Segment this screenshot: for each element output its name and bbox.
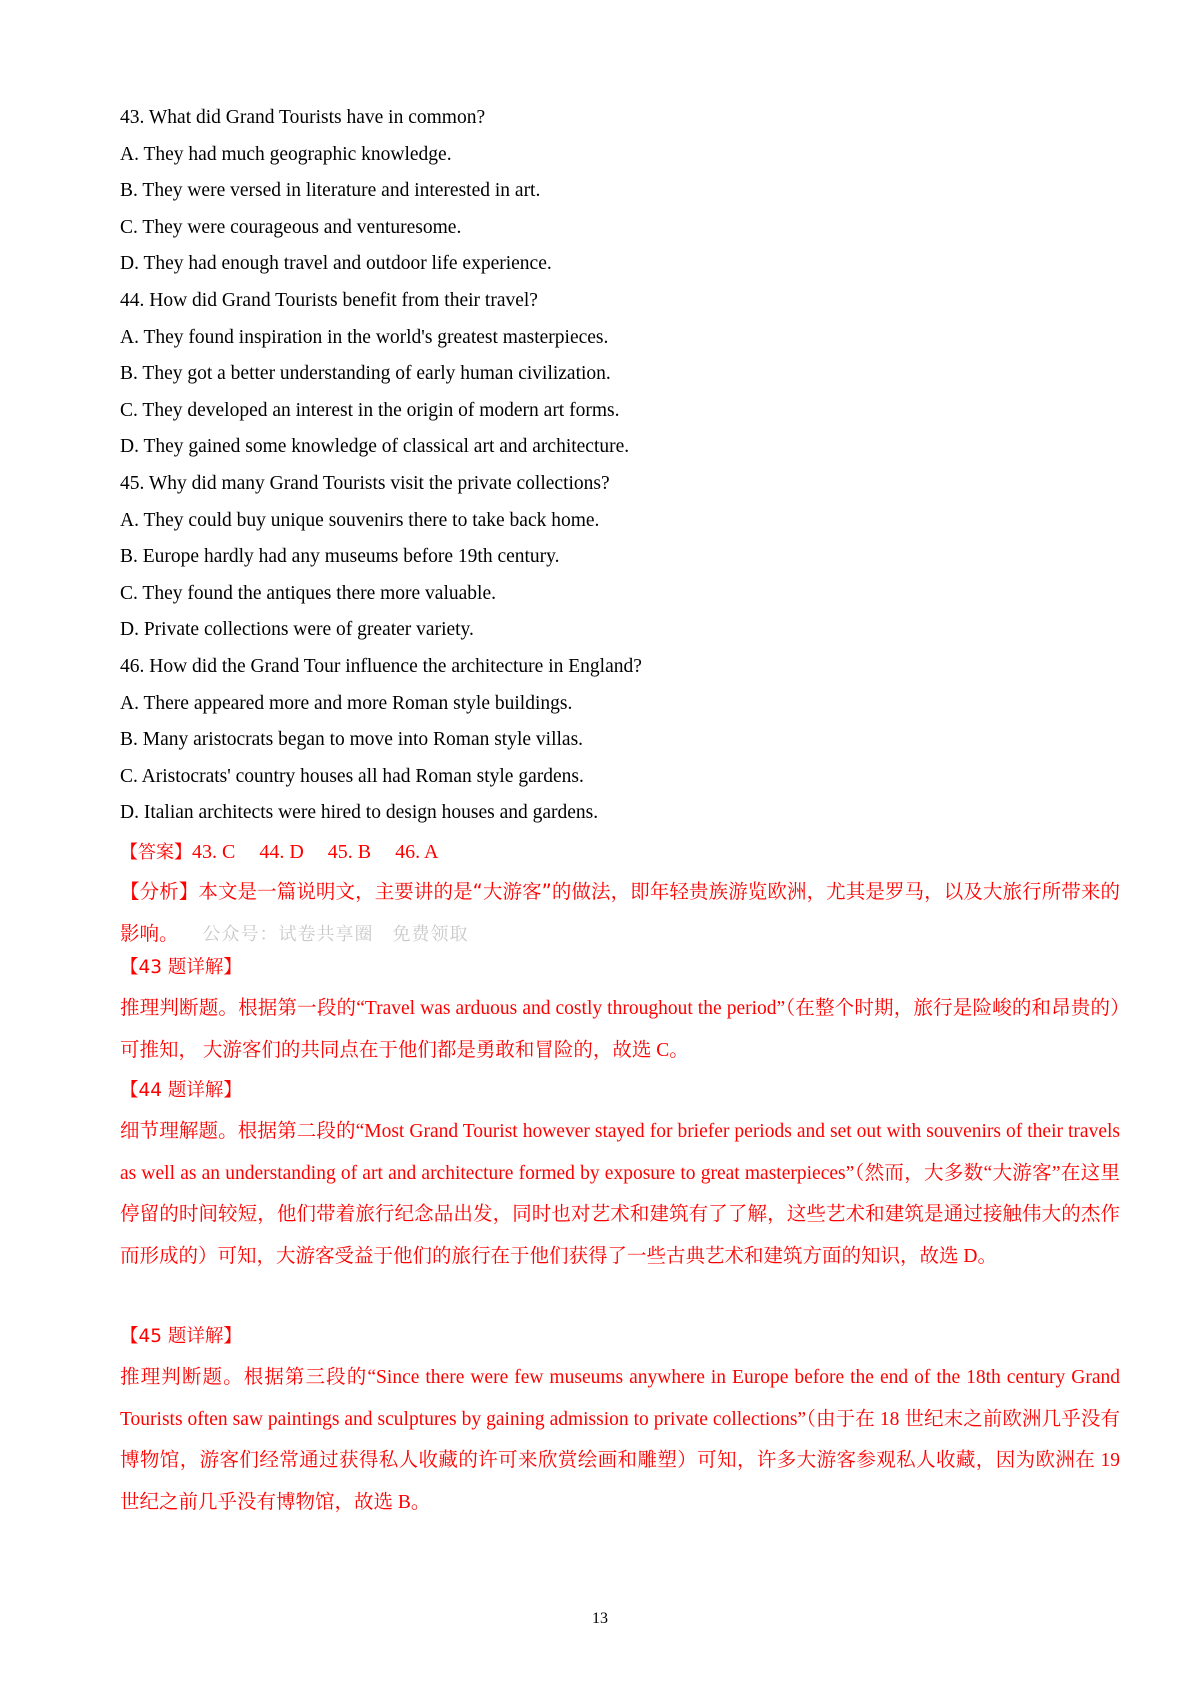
option-c: C. They found the antiques there more valuable.: [120, 582, 496, 604]
option-b: B. Many aristocrats began to move into Roman style villas.: [120, 729, 584, 751]
analysis-text: 本文是一篇说明文，主要讲的是“大游客”的做法，即年轻贵族游览欧洲，尤其是罗马，以及大旅行所带来的影响。: [120, 880, 1120, 945]
option-b: B. Europe hardly had any museums before 19th century.: [120, 546, 560, 568]
option-c: C. Aristocrats' country houses all had Roman style gardens.: [120, 765, 584, 787]
answer-key-label: 【答案】: [120, 842, 192, 863]
answer-item: 45. B: [327, 841, 372, 863]
option-a: A. They had much geographic knowledge.: [120, 143, 452, 165]
detail-heading-45: 【45 题详解】: [120, 1326, 242, 1347]
option-a: A. They found inspiration in the world's greatest masterpieces.: [120, 326, 609, 348]
option-b: B. They were versed in literature and interested in art.: [120, 180, 541, 202]
detail-text: 推理判断题。根据第一段的“Travel was arduous and costly throughout the period”（在整个时期，旅行是险峻的和昂贵的）可推知， 大游客们的共同点在于他们都是勇敢和冒险的，故选 C。: [120, 998, 1120, 1061]
analysis-paragraph: [120, 871, 1120, 955]
detail-heading-44: 【44 题详解】: [120, 1080, 242, 1101]
answer-key-line: [120, 833, 1120, 871]
analysis-block: [120, 871, 1120, 955]
question-stem: 46. How did the Grand Tour influence the architecture in England?: [120, 655, 642, 677]
option-b: B. They got a better understanding of early human civilization.: [120, 363, 611, 385]
answer-item: 44. D: [259, 841, 304, 863]
detail-44: [120, 1111, 1120, 1277]
page-number: 13: [592, 1610, 608, 1627]
detail-text: 推理判断题。根据第三段的“Since there were few museums anywhere in Europe before the end of the 18th century Grand Tourists often saw paintings and sculptures by gaining admission to private collections”（由于在 18 世纪末之前欧洲几乎没有博物馆，游客们经常通过获得私人收藏的许可来欣赏绘画和雕塑）可知，许多大游客参观私人收藏，因为欧洲在 19 世纪之前几乎没有博物馆，故选 B。: [120, 1367, 1120, 1513]
analysis-label: 【分析】: [120, 880, 199, 903]
option-d: D. They had enough travel and outdoor life experience.: [120, 253, 552, 275]
option-d: D. Private collections were of greater variety.: [120, 619, 474, 641]
watermark-text: 公众号：试卷共享圈 免费领取: [202, 923, 469, 945]
questions-block: [120, 100, 1130, 832]
option-d: D. They gained some knowledge of classical art and architecture.: [120, 436, 630, 458]
option-c: C. They were courageous and venturesome.: [120, 216, 462, 238]
option-a: A. They could buy unique souvenirs there to take back home.: [120, 509, 600, 531]
detail-text: 细节理解题。根据第二段的“Most Grand Tourist however stayed for briefer periods and set out with souvenirs of their travels as well as an understanding of art and architecture formed by exposure to great masterpieces”（然而，大多数“大游客”在这里停留的时间较短，他们带着旅行纪念品出发，同时也对艺术和建筑有了了解，这些艺术和建筑是通过接触伟大的杰作而形成的）可知，大游客受益于他们的旅行在于他们获得了一些古典艺术和建筑方面的知识，故选 D。: [120, 1121, 1120, 1267]
question-stem: 43. What did Grand Tourists have in common?: [120, 107, 486, 128]
answer-key: [120, 833, 1120, 871]
answer-item: 46. A: [395, 841, 439, 863]
detail-45: [120, 1357, 1120, 1523]
question-stem: 45. Why did many Grand Tourists visit the private collections?: [120, 472, 610, 494]
question-stem: 44. How did Grand Tourists benefit from their travel?: [120, 289, 538, 311]
detail-43: [120, 988, 1120, 1071]
option-d: D. Italian architects were hired to design houses and gardens.: [120, 802, 599, 824]
detail-heading-43: 【43 题详解】: [120, 957, 242, 978]
answer-item: 43. C: [192, 841, 236, 863]
option-c: C. They developed an interest in the origin of modern art forms.: [120, 399, 620, 421]
option-a: A. There appeared more and more Roman style buildings.: [120, 692, 573, 714]
